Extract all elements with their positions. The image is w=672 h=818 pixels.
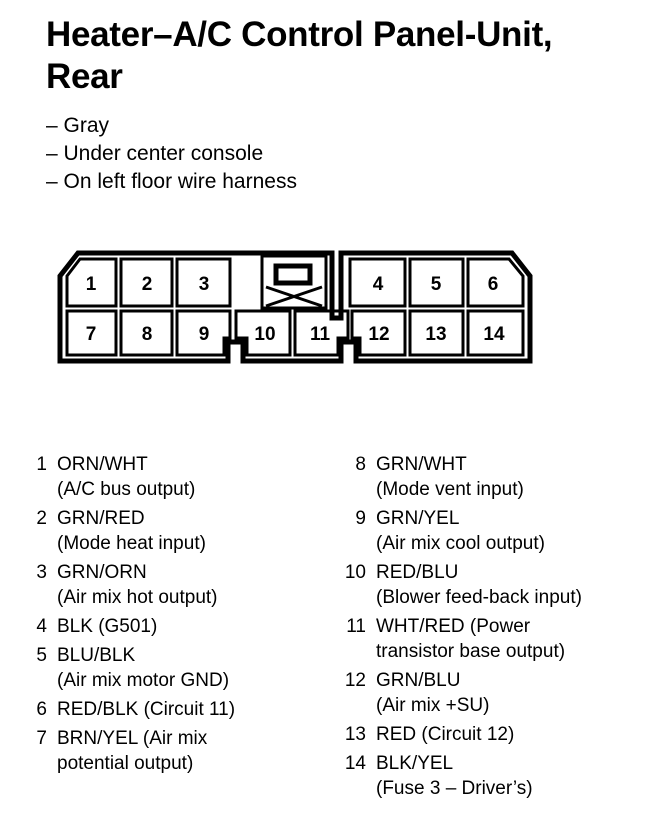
cavity-label-8: 8 [141, 324, 153, 345]
cavity-label-2: 2 [141, 274, 153, 295]
cavity-label-7: 7 [85, 324, 97, 345]
pin-description [376, 668, 489, 718]
cavity-label-1: 1 [85, 274, 97, 295]
pin-entry-5 [22, 643, 235, 693]
pin-entry-13 [338, 722, 582, 747]
pin-description [376, 722, 514, 747]
pin-number: 8 [355, 454, 366, 475]
pin-description [57, 506, 206, 556]
pin-description-line: BRN/YEL (Air mix [57, 728, 208, 749]
pin-number: 14 [344, 753, 366, 774]
pin-number: 11 [346, 616, 366, 637]
pin-description-line: (Blower feed-back input) [376, 587, 582, 608]
pin-number: 10 [344, 562, 366, 583]
pin-description [376, 506, 545, 556]
note-color: – Gray [46, 114, 110, 137]
pin-description [57, 614, 157, 639]
pin-description [57, 560, 218, 610]
pin-description-line: (Air mix cool output) [376, 533, 545, 554]
pin-description-line: (Air mix motor GND) [57, 670, 230, 691]
pin-entry-14 [338, 751, 582, 801]
pin-description-line: GRN/RED [57, 508, 145, 529]
pin-description-line: GRN/BLU [376, 670, 461, 691]
pin-description-line: (Mode vent input) [376, 479, 524, 500]
pin-description-line: WHT/RED (Power [376, 616, 531, 637]
pin-entry-7 [22, 726, 235, 776]
pin-list-right [338, 452, 582, 805]
pin-description [376, 614, 565, 664]
pin-description [376, 751, 533, 801]
pin-number: 12 [344, 670, 366, 691]
pin-description-line: RED (Circuit 12) [376, 724, 515, 745]
pin-description-line: potential output) [57, 753, 194, 774]
pin-number: 5 [36, 645, 47, 666]
pin-description [57, 726, 207, 776]
pin-number: 2 [36, 508, 47, 529]
cavity-label-14: 14 [483, 324, 505, 345]
pin-description [57, 697, 235, 722]
pin-description-line: GRN/WHT [376, 454, 467, 475]
pin-entry-11 [338, 614, 582, 664]
pin-description [376, 452, 524, 502]
pin-entry-2 [22, 506, 235, 556]
cavity-label-6: 6 [487, 274, 499, 295]
pin-number: 4 [36, 616, 47, 637]
pin-number: 13 [344, 724, 366, 745]
pin-description-line: BLK/YEL [376, 753, 454, 774]
pin-description-line: (Air mix +SU) [376, 695, 490, 716]
pin-entry-1 [22, 452, 235, 502]
cavity-label-13: 13 [425, 324, 447, 345]
pin-entry-6 [22, 697, 235, 722]
cavity-label-10: 10 [254, 324, 276, 345]
pin-entry-8 [338, 452, 582, 502]
pin-description-line: GRN/ORN [57, 562, 147, 583]
pin-description-line: (Mode heat input) [57, 533, 206, 554]
pin-description [376, 560, 582, 610]
cavity-label-3: 3 [198, 274, 210, 295]
pin-number: 1 [36, 454, 47, 475]
pin-number: 9 [355, 508, 366, 529]
pin-entry-10 [338, 560, 582, 610]
cavity-label-5: 5 [430, 274, 442, 295]
pin-description-line: (Fuse 3 – Driver’s) [376, 778, 533, 799]
pin-description [57, 643, 229, 693]
cavity-label-11: 11 [309, 324, 331, 345]
pin-description-line: RED/BLK (Circuit 11) [57, 699, 236, 720]
pin-description-line: transistor base output) [376, 641, 566, 662]
pin-number: 3 [36, 562, 47, 583]
title-line-1: Heater–A/C Control Panel-Unit, [46, 15, 553, 54]
cavity-label-12: 12 [368, 324, 390, 345]
pin-description [57, 452, 195, 502]
pin-description-line: (Air mix hot output) [57, 587, 218, 608]
pin-number: 7 [36, 728, 47, 749]
cavity-label-4: 4 [372, 274, 384, 295]
pin-description-line: GRN/YEL [376, 508, 460, 529]
pin-description-line: BLU/BLK [57, 645, 136, 666]
pin-entry-12 [338, 668, 582, 718]
cavity-label-9: 9 [198, 324, 210, 345]
pin-description-line: BLK (G501) [57, 616, 158, 637]
pin-description-line: (A/C bus output) [57, 479, 196, 500]
pin-entry-4 [22, 614, 235, 639]
pin-list-left [22, 452, 235, 780]
note-harness: – On left floor wire harness [46, 170, 297, 193]
pin-description-line: ORN/WHT [57, 454, 148, 475]
note-location: – Under center console [46, 142, 264, 165]
pin-entry-3 [22, 560, 235, 610]
pin-description-line: RED/BLU [376, 562, 459, 583]
pin-number: 6 [36, 699, 47, 720]
pin-entry-9 [338, 506, 582, 556]
lock-tab-slot [276, 266, 310, 283]
title-line-2: Rear [46, 57, 123, 96]
